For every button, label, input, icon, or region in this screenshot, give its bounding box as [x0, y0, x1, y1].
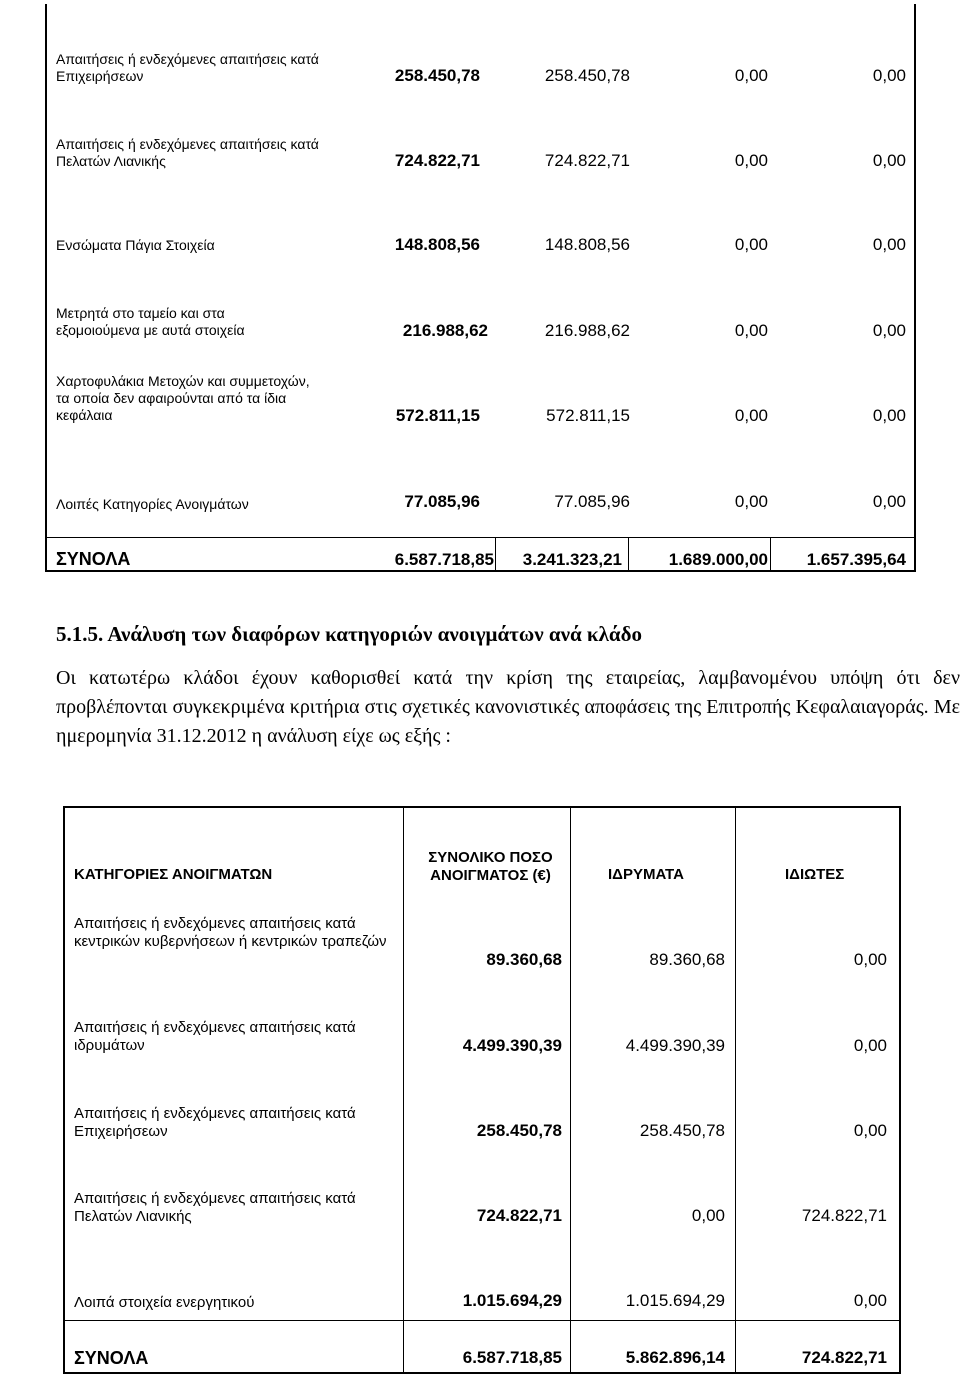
table-2-header-institutions: ΙΔΡΥΜΑΤΑ: [608, 866, 684, 883]
table-1-row-label: Απαιτήσεις ή ενδεχόμενες απαιτήσεις κατά Επιχειρήσεων: [56, 51, 319, 84]
table-1-total-cell: 3.241.323,21: [522, 550, 622, 569]
table-2-column-divider: [403, 806, 404, 1374]
table-2-row-label: Λοιπά στοιχεία ενεργητικού: [74, 1294, 255, 1311]
table-1-cell-total: 724.822,71: [394, 151, 480, 170]
table-1-row-label: Λοιπές Κατηγορίες Ανοιγμάτων: [56, 496, 249, 512]
table-1-cell-total: 258.450,78: [394, 66, 480, 85]
table-1-cell: 148.808,56: [544, 235, 630, 254]
table-1-total-border: [45, 537, 916, 538]
table-1-cell: 0,00: [734, 406, 768, 425]
table-1-cell: 0,00: [872, 321, 906, 340]
table-1-cell: 572.811,15: [546, 406, 630, 425]
table-2-total-border: [63, 1320, 901, 1321]
table-2-cell-individuals: 724.822,71: [801, 1206, 887, 1225]
table-2-header-total: ΣΥΝΟΛΙΚΟ ΠΟΣΟ ΑΝΟΙΓΜΑΤΟΣ (€): [428, 849, 553, 884]
table-2-cell-institutions: 1.015.694,29: [625, 1291, 725, 1310]
table-2-column-divider: [570, 806, 571, 1374]
table-1-cell: 77.085,96: [554, 492, 630, 511]
table-1-cell: 0,00: [872, 492, 906, 511]
table-1-cell: 724.822,71: [544, 151, 630, 170]
table-2-cell-individuals: 0,00: [853, 1036, 887, 1055]
table-1-row-label: Χαρτοφυλάκια Μετοχών και συμμετοχών, τα οποία δεν αφαιρούνται από τα ίδια κεφάλαια: [56, 373, 310, 423]
table-1-cell: 0,00: [872, 66, 906, 85]
table-1-total-cell: 1.657.395,64: [806, 550, 906, 569]
table-2-border-left: [63, 806, 65, 1374]
table-1-cell: 0,00: [734, 151, 768, 170]
table-1-cell-total: 572.811,15: [395, 406, 480, 425]
table-1-cell: 0,00: [872, 406, 906, 425]
table-2-total-cell: 724.822,71: [801, 1348, 887, 1367]
table-2-cell-total: 4.499.390,39: [462, 1036, 562, 1055]
table-2-row-label: Απαιτήσεις ή ενδεχόμενες απαιτήσεις κατά Επιχειρήσεων: [74, 1105, 356, 1140]
table-2-cell-institutions: 0,00: [691, 1206, 725, 1225]
table-2-total-cell: 5.862.896,14: [625, 1348, 725, 1367]
table-2-row-label: Απαιτήσεις ή ενδεχόμενες απαιτήσεις κατά Πελατών Λιανικής: [74, 1190, 356, 1225]
table-1-total-divider: [495, 538, 496, 571]
table-1-border-right: [914, 4, 916, 571]
table-1-total-cell: 1.689.000,00: [668, 550, 768, 569]
table-1-row-label: Απαιτήσεις ή ενδεχόμενες απαιτήσεις κατά Πελατών Λιανικής: [56, 136, 319, 169]
table-2-row-label: Απαιτήσεις ή ενδεχόμενες απαιτήσεις κατά κεντρικών κυβερνήσεων ή κεντρικών τραπεζών: [74, 915, 387, 950]
table-2-border-bottom: [63, 1372, 901, 1374]
table-2-header-individuals: ΙΔΙΩΤΕΣ: [785, 866, 845, 883]
table-1-cell: 0,00: [734, 321, 768, 340]
table-2-total-label: ΣΥΝΟΛΑ: [74, 1348, 149, 1368]
table-1-cell: 0,00: [734, 66, 768, 85]
table-1-border-left: [45, 4, 47, 571]
table-2-column-divider: [735, 806, 736, 1374]
table-1-total-divider: [770, 538, 771, 571]
table-2-cell-total: 89.360,68: [486, 950, 562, 969]
table-2-cell-total: 258.450,78: [476, 1121, 562, 1140]
section-paragraph: Οι κατωτέρω κλάδοι έχουν καθορισθεί κατά την κρίση της εταιρείας, λαμβανομένου υπόψη ότι δεν προβλέπονται συγκεκριμένα κριτήρια στις σχετικές κανονιστικές αποφάσεις της Επιτροπής Κεφαλαιαγοράς. Με ημερομηνία 31.12.2012 η ανάλυση είχε ως εξής :: [56, 667, 960, 747]
table-2-border-top: [63, 806, 901, 808]
table-1-cell: 216.988,62: [544, 321, 630, 340]
section-heading: 5.1.5. Ανάλυση των διαφόρων κατηγοριών ανοιγμάτων ανά κλάδο: [56, 622, 643, 646]
table-1-cell-total: 216.988,62: [402, 321, 488, 340]
table-1-border-bottom: [45, 570, 916, 572]
table-2-cell-institutions: 258.450,78: [639, 1121, 725, 1140]
table-1-row-label: Μετρητά στο ταμείο και στα εξομοιούμενα με αυτά στοιχεία: [56, 305, 245, 338]
table-2-border-right: [899, 806, 901, 1374]
table-2-row-label: Απαιτήσεις ή ενδεχόμενες απαιτήσεις κατά ιδρυμάτων: [74, 1019, 356, 1054]
table-2-cell-institutions: 4.499.390,39: [625, 1036, 725, 1055]
table-2-total-cell: 6.587.718,85: [462, 1348, 562, 1367]
table-1-total-label: ΣΥΝΟΛΑ: [56, 549, 131, 569]
table-1-cell: 0,00: [734, 492, 768, 511]
table-2-header-category: ΚΑΤΗΓΟΡΙΕΣ ΑΝΟΙΓΜΑΤΩΝ: [74, 866, 273, 883]
table-1-cell: 0,00: [872, 151, 906, 170]
table-2-cell-individuals: 0,00: [853, 950, 887, 969]
table-1-cell-total: 77.085,96: [404, 492, 480, 511]
table-1-cell: 258.450,78: [544, 66, 630, 85]
table-1-cell-total: 148.808,56: [394, 235, 480, 254]
table-1-row-label: Ενσώματα Πάγια Στοιχεία: [56, 237, 215, 253]
table-2-cell-individuals: 0,00: [853, 1121, 887, 1140]
table-1-total-divider: [628, 538, 629, 571]
table-2-cell-institutions: 89.360,68: [649, 950, 725, 969]
table-2-cell-individuals: 0,00: [853, 1291, 887, 1310]
table-2-cell-total: 724.822,71: [476, 1206, 562, 1225]
table-1-cell: 0,00: [734, 235, 768, 254]
table-1-cell: 0,00: [872, 235, 906, 254]
table-2-cell-total: 1.015.694,29: [462, 1291, 562, 1310]
table-1-total-cell: 6.587.718,85: [394, 550, 494, 569]
